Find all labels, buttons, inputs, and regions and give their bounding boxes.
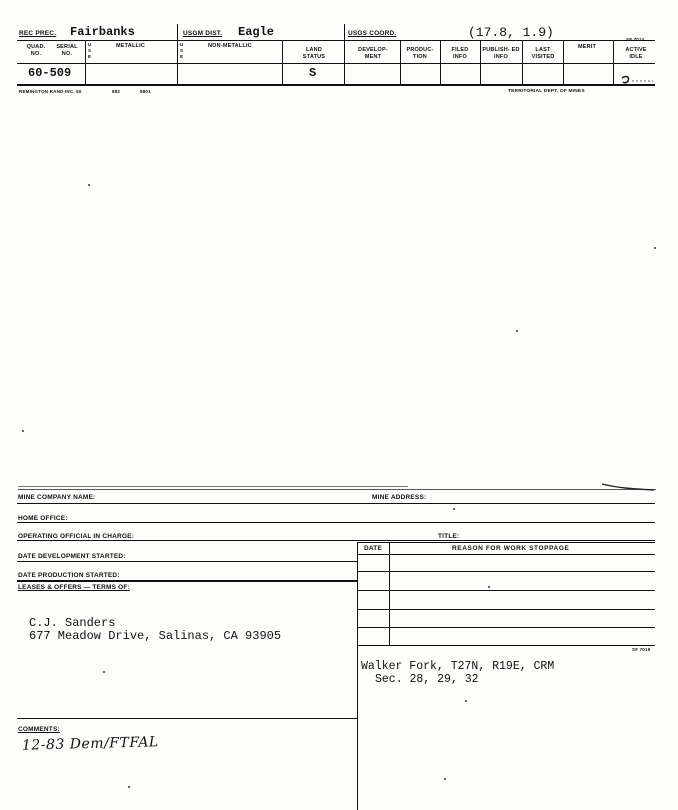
serial-no-label: SERIAL NO. — [56, 44, 78, 57]
rule — [17, 503, 655, 504]
date-production-label: DATE PRODUCTION STARTED: — [18, 572, 120, 579]
mine-company-label: MINE COMPANY NAME: — [18, 494, 96, 501]
usgs-coord-value: (17.8, 1.9) — [468, 25, 554, 40]
form-code-7014: SF 7014 — [626, 37, 645, 42]
rule — [357, 627, 655, 628]
use-code-metallic: U S E — [88, 42, 92, 59]
rule — [522, 40, 523, 84]
rule — [85, 40, 86, 84]
rule — [177, 24, 178, 84]
rule — [613, 40, 614, 84]
land-status-value: S — [309, 66, 317, 80]
merit-label: MERIT — [578, 44, 597, 50]
footer-code-2: 8801 — [140, 89, 151, 94]
land-status-label: LAND STATUS — [302, 47, 326, 60]
footer-publisher: REMINGTON RAND INC. 50 — [19, 89, 82, 94]
rule — [17, 561, 357, 562]
leases-offers-label: LEASES & OFFERS — TERMS OF: — [18, 584, 130, 591]
form-code-7015: SF 7015 — [632, 647, 651, 652]
rule — [17, 84, 655, 86]
scan-speck — [516, 330, 518, 332]
usgm-dist-label: USGM DIST. — [183, 30, 223, 37]
rule — [357, 542, 358, 810]
published-info-label: PUBLISH- ED INFO — [482, 47, 520, 60]
title-label: TITLE: — [438, 533, 460, 540]
location-description-line2: Sec. 28, 29, 32 — [375, 673, 479, 686]
rule — [440, 40, 441, 84]
scan-speck — [654, 247, 656, 249]
rule — [17, 580, 357, 582]
usgs-coord-label: USGS COORD. — [348, 30, 397, 37]
rule — [357, 554, 655, 555]
rule — [17, 718, 357, 719]
mine-address-label: MINE ADDRESS: — [372, 494, 427, 501]
operating-official-label: OPERATING OFFICIAL IN CHARGE: — [18, 533, 135, 540]
footer-department: TERRITORIAL DEPT. OF MINES — [508, 89, 585, 94]
card-edge-curl — [600, 480, 656, 496]
rule — [17, 63, 655, 64]
scan-speck — [88, 184, 90, 186]
reason-column-header: REASON FOR WORK STOPPAGE — [452, 545, 570, 552]
quad-no-label: QUAD. NO. — [26, 44, 46, 57]
rule — [389, 542, 390, 645]
active-idle-label: ACTIVE IDLE — [625, 47, 647, 60]
rule — [17, 40, 655, 41]
record-card-bottom — [0, 470, 678, 810]
rec-prec-value: Fairbanks — [70, 25, 135, 39]
rec-prec-label: REC PREC. — [19, 30, 57, 37]
date-column-header: DATE — [364, 545, 383, 552]
card-edge — [18, 486, 408, 487]
rule — [480, 40, 481, 84]
development-label: DEVELOP- MENT — [358, 47, 388, 60]
footer-code-1: 882 — [112, 89, 121, 94]
last-visited-label: LAST VISITED — [531, 47, 555, 60]
rule — [17, 522, 655, 523]
rule — [357, 542, 655, 543]
record-card-top — [0, 0, 678, 110]
rule — [563, 40, 564, 84]
location-description-line1: Walker Fork, T27N, R19E, CRM — [361, 660, 555, 673]
card-edge — [18, 489, 656, 490]
rule — [357, 590, 655, 591]
quad-serial-value: 60-509 — [28, 66, 72, 80]
date-development-label: DATE DEVELOPMENT STARTED: — [18, 553, 126, 560]
rule — [282, 40, 283, 84]
metallic-label: METALLIC — [116, 43, 145, 49]
comments-label: COMMENTS: — [18, 726, 60, 733]
rule — [357, 571, 655, 572]
rule — [357, 645, 655, 646]
home-office-label: HOME OFFICE: — [18, 515, 68, 522]
lease-holder-name: C.J. Sanders — [29, 616, 116, 630]
rule — [357, 609, 655, 610]
usgm-dist-value: Eagle — [238, 25, 275, 39]
non-metallic-label: NON-METALLIC — [208, 43, 252, 49]
check-mark-icon — [620, 70, 656, 86]
rule — [344, 24, 345, 84]
lease-holder-address: 677 Meadow Drive, Salinas, CA 93905 — [29, 629, 282, 643]
comments-handwritten-note: 12-83 Dem/FTFAL — [21, 734, 159, 754]
rule — [400, 40, 401, 84]
rule — [17, 540, 655, 541]
production-label: PRODUC- TION — [406, 47, 434, 60]
scan-speck — [22, 430, 24, 432]
filed-info-label: FILED INFO — [451, 47, 469, 60]
use-code-non-metallic: U S E — [180, 42, 184, 59]
